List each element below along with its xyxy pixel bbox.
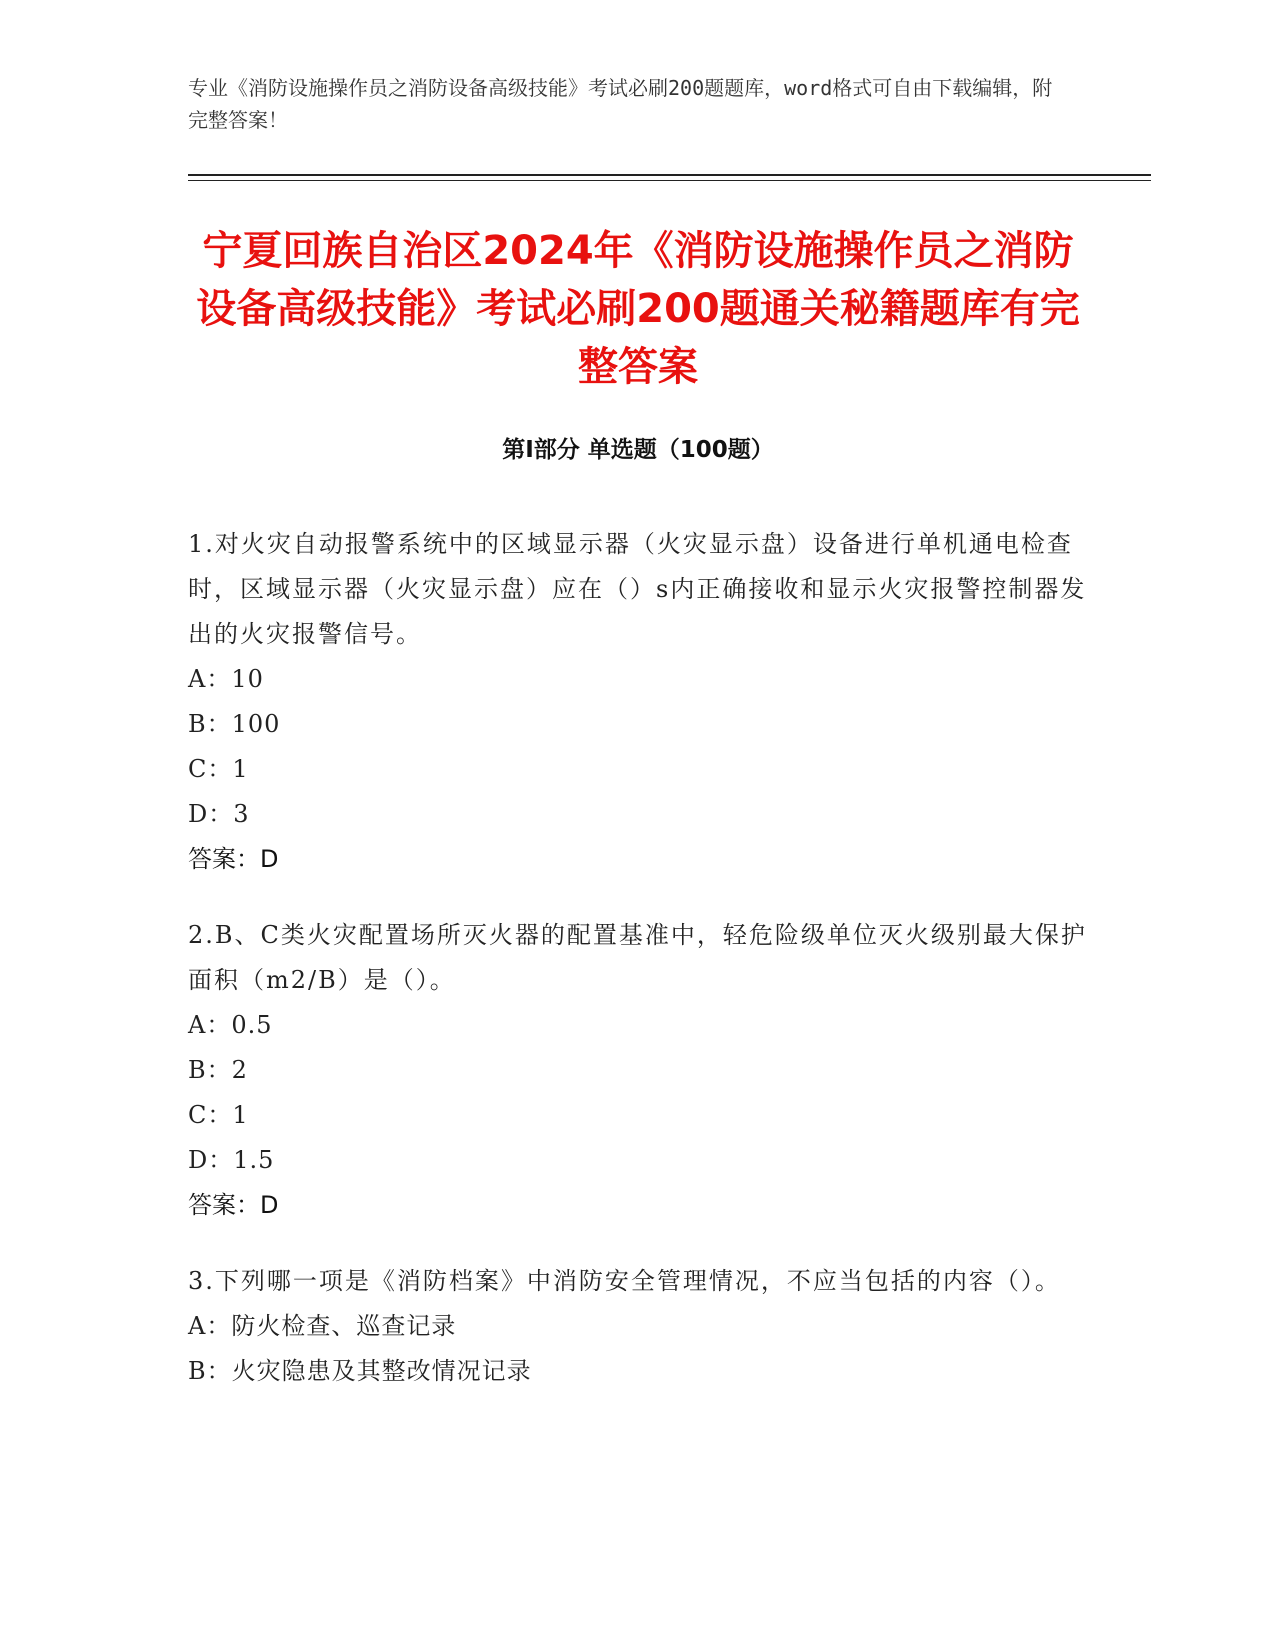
option-d: D：3: [188, 800, 250, 828]
option-c: C：1: [188, 755, 249, 783]
question-stem: 1.对火灾自动报警系统中的区域显示器（火灾显示盘）设备进行单机通电检查时，区域显示器（火灾显示盘）应在（）s内正确接收和显示火灾报警控制器发出的火灾报警信号。: [188, 530, 1087, 648]
question-stem: 3.下列哪一项是《消防档案》中消防安全管理情况，不应当包括的内容（）。: [188, 1267, 1061, 1295]
question-3: [188, 1259, 1088, 1394]
option-c: C：1: [188, 1101, 249, 1129]
option-b: B：2: [188, 1056, 248, 1084]
option-b: B：火灾隐患及其整改情况记录: [188, 1357, 532, 1385]
document-title: 宁夏回族自治区2024年《消防设施操作员之消防设备高级技能》考试必刷200题通关秘籍题库有完整答案: [196, 228, 1080, 390]
option-a: A：10: [188, 665, 264, 693]
header-divider: [188, 174, 1151, 176]
option-d: D：1.5: [188, 1146, 275, 1174]
section-title: 第Ⅰ部分 单选题（100题）: [502, 437, 774, 463]
header-note: 专业《消防设施操作员之消防设备高级技能》考试必刷200题题库，word格式可自由下载编辑，附完整答案！: [188, 76, 1053, 132]
option-b: B：100: [188, 710, 281, 738]
option-a: A：防火检查、巡查记录: [188, 1312, 457, 1340]
answer-text: 答案：D: [188, 845, 279, 873]
answer-text: 答案：D: [188, 1191, 279, 1219]
question-1: [188, 522, 1088, 882]
question-list: [188, 522, 1088, 1425]
option-a: A：0.5: [188, 1011, 273, 1039]
question-2: [188, 913, 1088, 1228]
question-stem: 2.B、C类火灾配置场所灭火器的配置基准中，轻危险级单位灭火级别最大保护面积（m2/B）是（）。: [188, 921, 1087, 994]
header-divider-thin: [188, 180, 1151, 181]
